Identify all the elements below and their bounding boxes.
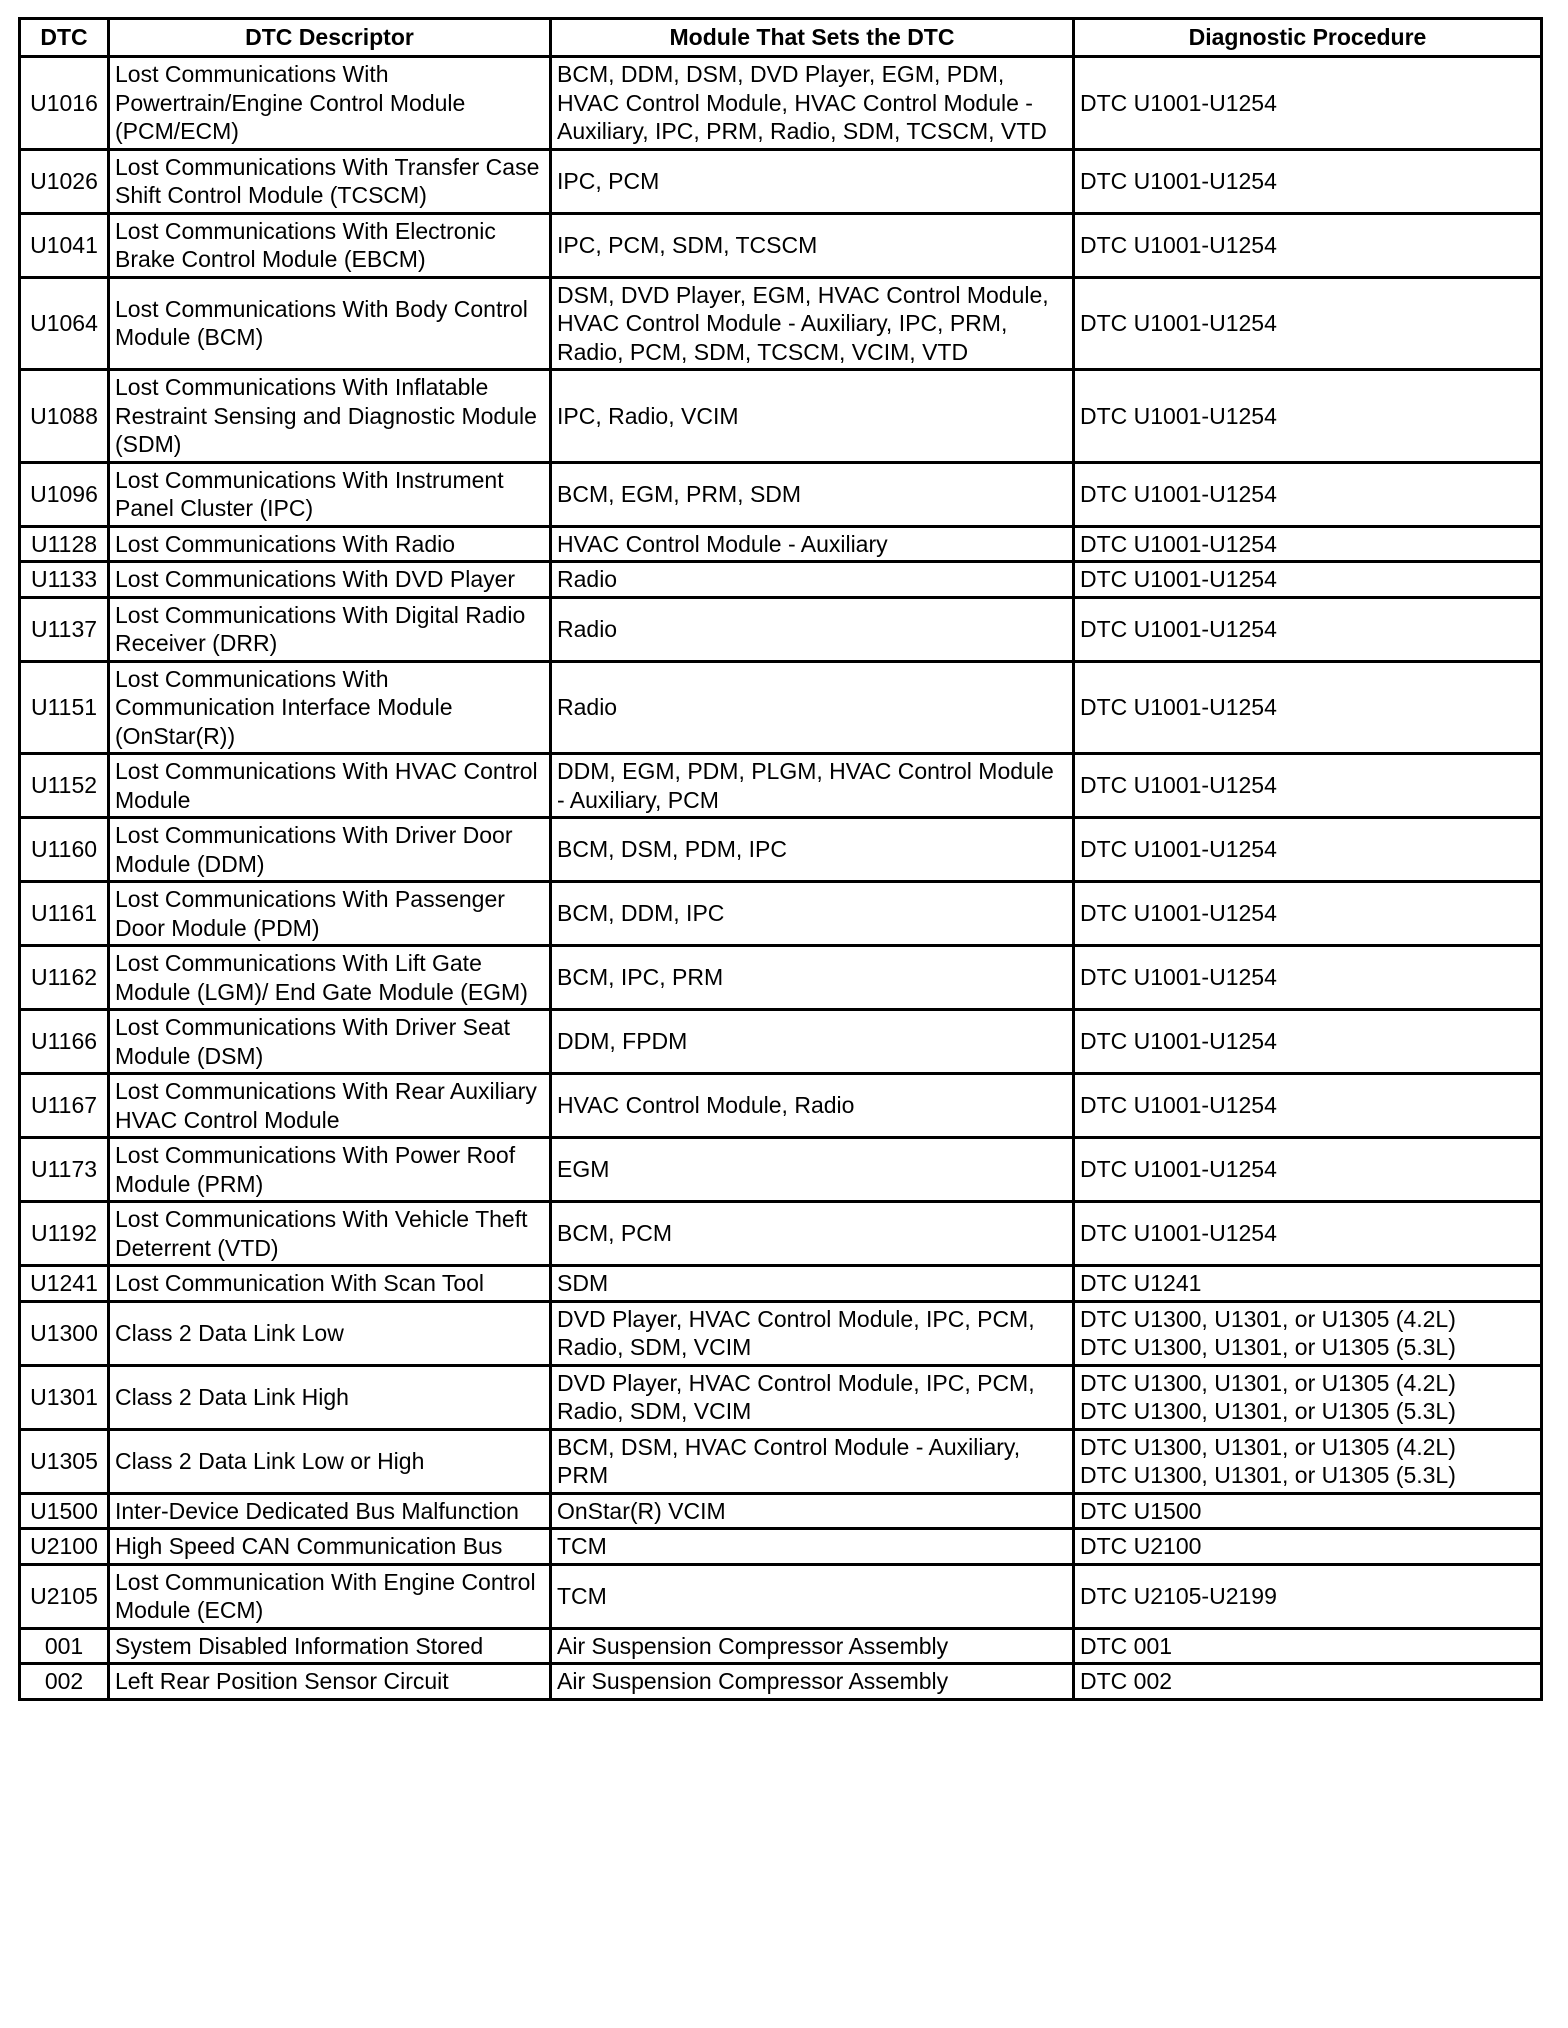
table-row bbox=[20, 1365, 1542, 1429]
diagnostic-procedure-cell: DTC U1001-U1254 bbox=[1074, 462, 1542, 526]
dtc-descriptor-cell: Lost Communications With Body Control Module (BCM) bbox=[109, 277, 551, 370]
table-header bbox=[20, 19, 1542, 57]
module-cell: OnStar(R) VCIM bbox=[551, 1493, 1074, 1529]
table-row bbox=[20, 526, 1542, 562]
table-row bbox=[20, 1628, 1542, 1664]
table-row bbox=[20, 1010, 1542, 1074]
diagnostic-procedure-cell: DTC U1001-U1254 bbox=[1074, 1202, 1542, 1266]
diagnostic-procedure-cell: DTC U1001-U1254 bbox=[1074, 370, 1542, 463]
module-cell: IPC, PCM, SDM, TCSCM bbox=[551, 213, 1074, 277]
diagnostic-procedure-cell: DTC U1001-U1254 bbox=[1074, 562, 1542, 598]
diagnostic-procedure-cell: DTC 002 bbox=[1074, 1664, 1542, 1700]
dtc-descriptor-cell: Lost Communications With Powertrain/Engine Control Module (PCM/ECM) bbox=[109, 57, 551, 150]
diagnostic-procedure-cell: DTC U1241 bbox=[1074, 1266, 1542, 1302]
table-row bbox=[20, 754, 1542, 818]
dtc-descriptor-cell: Class 2 Data Link Low bbox=[109, 1301, 551, 1365]
module-cell: DDM, FPDM bbox=[551, 1010, 1074, 1074]
module-cell: DVD Player, HVAC Control Module, IPC, PCM, Radio, SDM, VCIM bbox=[551, 1301, 1074, 1365]
diagnostic-procedure-cell: DTC U1001-U1254 bbox=[1074, 946, 1542, 1010]
dtc-code-cell: 002 bbox=[20, 1664, 109, 1700]
table-row bbox=[20, 1301, 1542, 1365]
diagnostic-procedure-cell: DTC U1300, U1301, or U1305 (4.2L) DTC U1300, U1301, or U1305 (5.3L) bbox=[1074, 1301, 1542, 1365]
module-cell: DDM, EGM, PDM, PLGM, HVAC Control Module - Auxiliary, PCM bbox=[551, 754, 1074, 818]
table-row bbox=[20, 597, 1542, 661]
module-cell: IPC, PCM bbox=[551, 149, 1074, 213]
table-row bbox=[20, 818, 1542, 882]
table-row bbox=[20, 1074, 1542, 1138]
dtc-descriptor-cell: Lost Communications With Communication Interface Module (OnStar(R)) bbox=[109, 661, 551, 754]
module-cell: BCM, DSM, HVAC Control Module - Auxiliary, PRM bbox=[551, 1429, 1074, 1493]
table-row bbox=[20, 946, 1542, 1010]
dtc-descriptor-cell: Lost Communications With Radio bbox=[109, 526, 551, 562]
dtc-code-cell: U1160 bbox=[20, 818, 109, 882]
module-cell: SDM bbox=[551, 1266, 1074, 1302]
dtc-code-cell: U1152 bbox=[20, 754, 109, 818]
dtc-code-cell: 001 bbox=[20, 1628, 109, 1664]
dtc-code-cell: U1088 bbox=[20, 370, 109, 463]
dtc-descriptor-cell: Lost Communications With Vehicle Theft Deterrent (VTD) bbox=[109, 1202, 551, 1266]
module-cell: Radio bbox=[551, 597, 1074, 661]
table-row bbox=[20, 1564, 1542, 1628]
diagnostic-procedure-cell: DTC U1001-U1254 bbox=[1074, 57, 1542, 150]
table-row bbox=[20, 277, 1542, 370]
dtc-descriptor-cell: Lost Communications With Driver Door Module (DDM) bbox=[109, 818, 551, 882]
dtc-code-cell: U1064 bbox=[20, 277, 109, 370]
diagnostic-procedure-cell: DTC U1001-U1254 bbox=[1074, 1010, 1542, 1074]
dtc-code-cell: U1041 bbox=[20, 213, 109, 277]
header-row bbox=[20, 19, 1542, 57]
header-module: Module That Sets the DTC bbox=[551, 19, 1074, 57]
diagnostic-procedure-cell: DTC U1001-U1254 bbox=[1074, 149, 1542, 213]
dtc-descriptor-cell: Lost Communications With Transfer Case Shift Control Module (TCSCM) bbox=[109, 149, 551, 213]
module-cell: BCM, DSM, PDM, IPC bbox=[551, 818, 1074, 882]
dtc-descriptor-cell: Lost Communications With Driver Seat Module (DSM) bbox=[109, 1010, 551, 1074]
diagnostic-procedure-cell: DTC U1001-U1254 bbox=[1074, 882, 1542, 946]
dtc-code-cell: U1137 bbox=[20, 597, 109, 661]
module-cell: Air Suspension Compressor Assembly bbox=[551, 1628, 1074, 1664]
table-row bbox=[20, 1493, 1542, 1529]
dtc-code-cell: U1133 bbox=[20, 562, 109, 598]
diagnostic-procedure-cell: DTC U2105-U2199 bbox=[1074, 1564, 1542, 1628]
module-cell: HVAC Control Module - Auxiliary bbox=[551, 526, 1074, 562]
table-row bbox=[20, 149, 1542, 213]
dtc-code-cell: U1026 bbox=[20, 149, 109, 213]
dtc-descriptor-cell: Lost Communications With Instrument Panel Cluster (IPC) bbox=[109, 462, 551, 526]
header-descriptor: DTC Descriptor bbox=[109, 19, 551, 57]
dtc-descriptor-cell: Class 2 Data Link Low or High bbox=[109, 1429, 551, 1493]
dtc-descriptor-cell: Lost Communications With Rear Auxiliary HVAC Control Module bbox=[109, 1074, 551, 1138]
module-cell: TCM bbox=[551, 1564, 1074, 1628]
diagnostic-procedure-cell: DTC U1001-U1254 bbox=[1074, 1138, 1542, 1202]
dtc-code-cell: U1241 bbox=[20, 1266, 109, 1302]
header-procedure: Diagnostic Procedure bbox=[1074, 19, 1542, 57]
dtc-descriptor-cell: Left Rear Position Sensor Circuit bbox=[109, 1664, 551, 1700]
table-row bbox=[20, 882, 1542, 946]
diagnostic-procedure-cell: DTC U1001-U1254 bbox=[1074, 1074, 1542, 1138]
diagnostic-procedure-cell: DTC U1001-U1254 bbox=[1074, 277, 1542, 370]
module-cell: Radio bbox=[551, 562, 1074, 598]
dtc-code-cell: U1301 bbox=[20, 1365, 109, 1429]
dtc-descriptor-cell: Lost Communication With Scan Tool bbox=[109, 1266, 551, 1302]
dtc-code-cell: U1162 bbox=[20, 946, 109, 1010]
diagnostic-procedure-cell: DTC U1001-U1254 bbox=[1074, 526, 1542, 562]
dtc-table bbox=[18, 17, 1543, 1701]
dtc-code-cell: U1167 bbox=[20, 1074, 109, 1138]
diagnostic-procedure-cell: DTC U1001-U1254 bbox=[1074, 818, 1542, 882]
dtc-descriptor-cell: Lost Communications With Passenger Door Module (PDM) bbox=[109, 882, 551, 946]
module-cell: BCM, PCM bbox=[551, 1202, 1074, 1266]
module-cell: BCM, EGM, PRM, SDM bbox=[551, 462, 1074, 526]
table-row bbox=[20, 57, 1542, 150]
module-cell: Air Suspension Compressor Assembly bbox=[551, 1664, 1074, 1700]
table-row bbox=[20, 462, 1542, 526]
dtc-descriptor-cell: Lost Communications With Power Roof Module (PRM) bbox=[109, 1138, 551, 1202]
diagnostic-procedure-cell: DTC U1001-U1254 bbox=[1074, 754, 1542, 818]
dtc-code-cell: U2105 bbox=[20, 1564, 109, 1628]
dtc-code-cell: U1016 bbox=[20, 57, 109, 150]
module-cell: DSM, DVD Player, EGM, HVAC Control Module, HVAC Control Module - Auxiliary, IPC, PRM, Radio, PCM, SDM, TCSCM, VCIM, VTD bbox=[551, 277, 1074, 370]
module-cell: DVD Player, HVAC Control Module, IPC, PCM, Radio, SDM, VCIM bbox=[551, 1365, 1074, 1429]
diagnostic-procedure-cell: DTC U1300, U1301, or U1305 (4.2L) DTC U1300, U1301, or U1305 (5.3L) bbox=[1074, 1365, 1542, 1429]
dtc-code-cell: U1096 bbox=[20, 462, 109, 526]
diagnostic-procedure-cell: DTC U1001-U1254 bbox=[1074, 661, 1542, 754]
table-row bbox=[20, 1138, 1542, 1202]
module-cell: Radio bbox=[551, 661, 1074, 754]
module-cell: BCM, DDM, DSM, DVD Player, EGM, PDM, HVAC Control Module, HVAC Control Module - Auxiliary, IPC, PRM, Radio, SDM, TCSCM, VTD bbox=[551, 57, 1074, 150]
table-row bbox=[20, 213, 1542, 277]
dtc-descriptor-cell: Class 2 Data Link High bbox=[109, 1365, 551, 1429]
dtc-descriptor-cell: Lost Communications With DVD Player bbox=[109, 562, 551, 598]
table-row bbox=[20, 1202, 1542, 1266]
dtc-descriptor-cell: Lost Communications With HVAC Control Module bbox=[109, 754, 551, 818]
module-cell: BCM, DDM, IPC bbox=[551, 882, 1074, 946]
dtc-code-cell: U1192 bbox=[20, 1202, 109, 1266]
dtc-code-cell: U1161 bbox=[20, 882, 109, 946]
diagnostic-procedure-cell: DTC U1500 bbox=[1074, 1493, 1542, 1529]
dtc-descriptor-cell: High Speed CAN Communication Bus bbox=[109, 1529, 551, 1565]
module-cell: BCM, IPC, PRM bbox=[551, 946, 1074, 1010]
table-row bbox=[20, 370, 1542, 463]
dtc-descriptor-cell: Inter-Device Dedicated Bus Malfunction bbox=[109, 1493, 551, 1529]
dtc-code-cell: U1166 bbox=[20, 1010, 109, 1074]
module-cell: EGM bbox=[551, 1138, 1074, 1202]
module-cell: HVAC Control Module, Radio bbox=[551, 1074, 1074, 1138]
table-body bbox=[20, 57, 1542, 1700]
dtc-code-cell: U1500 bbox=[20, 1493, 109, 1529]
diagnostic-procedure-cell: DTC U1300, U1301, or U1305 (4.2L) DTC U1300, U1301, or U1305 (5.3L) bbox=[1074, 1429, 1542, 1493]
dtc-descriptor-cell: Lost Communication With Engine Control Module (ECM) bbox=[109, 1564, 551, 1628]
dtc-code-cell: U1305 bbox=[20, 1429, 109, 1493]
table-row bbox=[20, 1429, 1542, 1493]
table-row bbox=[20, 661, 1542, 754]
dtc-code-cell: U1300 bbox=[20, 1301, 109, 1365]
table-row bbox=[20, 562, 1542, 598]
dtc-descriptor-cell: Lost Communications With Inflatable Restraint Sensing and Diagnostic Module (SDM) bbox=[109, 370, 551, 463]
dtc-code-cell: U2100 bbox=[20, 1529, 109, 1565]
module-cell: TCM bbox=[551, 1529, 1074, 1565]
table-row bbox=[20, 1266, 1542, 1302]
dtc-descriptor-cell: Lost Communications With Electronic Brake Control Module (EBCM) bbox=[109, 213, 551, 277]
diagnostic-procedure-cell: DTC 001 bbox=[1074, 1628, 1542, 1664]
dtc-code-cell: U1151 bbox=[20, 661, 109, 754]
dtc-descriptor-cell: System Disabled Information Stored bbox=[109, 1628, 551, 1664]
diagnostic-procedure-cell: DTC U1001-U1254 bbox=[1074, 597, 1542, 661]
diagnostic-procedure-cell: DTC U2100 bbox=[1074, 1529, 1542, 1565]
table-row bbox=[20, 1664, 1542, 1700]
module-cell: IPC, Radio, VCIM bbox=[551, 370, 1074, 463]
dtc-descriptor-cell: Lost Communications With Digital Radio Receiver (DRR) bbox=[109, 597, 551, 661]
dtc-code-cell: U1128 bbox=[20, 526, 109, 562]
diagnostic-procedure-cell: DTC U1001-U1254 bbox=[1074, 213, 1542, 277]
table-row bbox=[20, 1529, 1542, 1565]
dtc-code-cell: U1173 bbox=[20, 1138, 109, 1202]
header-dtc: DTC bbox=[20, 19, 109, 57]
dtc-descriptor-cell: Lost Communications With Lift Gate Module (LGM)/ End Gate Module (EGM) bbox=[109, 946, 551, 1010]
